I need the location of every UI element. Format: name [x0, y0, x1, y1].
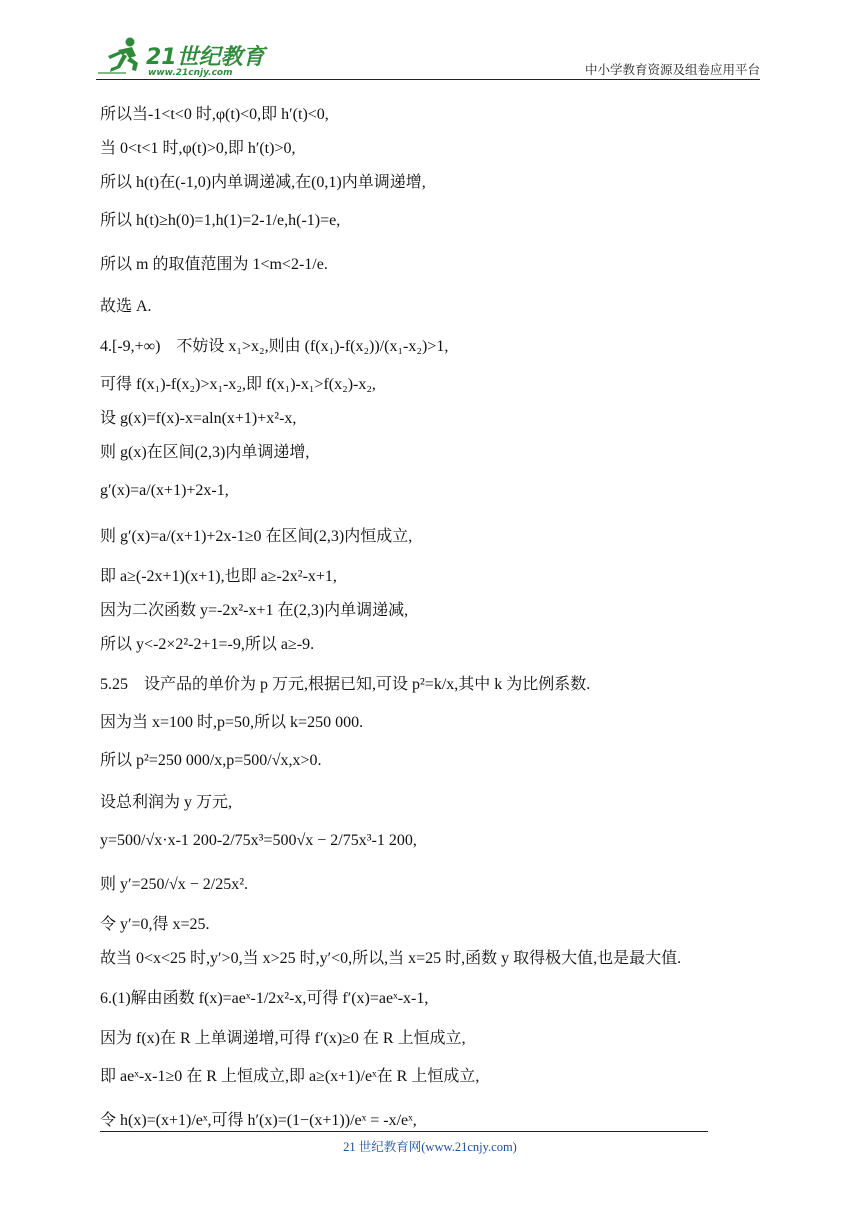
footer-divider	[100, 1131, 708, 1132]
text-line: 设总利润为 y 万元,	[100, 794, 233, 811]
text-line: 则 g′(x)=a/(x+1)+2x-1≥0 在区间(2,3)内恒成立,	[100, 528, 413, 545]
text-line: 则 g(x)在区间(2,3)内单调递增,	[100, 444, 310, 461]
text-line: 当 0<t<1 时,φ(t)>0,即 h′(t)>0,	[100, 140, 296, 157]
text-line: 因为 f(x)在 R 上单调递增,可得 f′(x)≥0 在 R 上恒成立,	[100, 1030, 466, 1047]
header-divider	[96, 79, 760, 80]
text-line: 所以当-1<t<0 时,φ(t)<0,即 h′(t)<0,	[100, 106, 329, 123]
text-line: 5.25 设产品的单价为 p 万元,根据已知,可设 p²=k/x,其中 k 为比例系数.	[100, 676, 591, 693]
text-line: 因为当 x=100 时,p=50,所以 k=250 000.	[100, 714, 364, 731]
text-line: 4.[-9,+∞) 不妨设 x₁>x₂,则由 (f(x₁)-f(x₂))/(x₁-x₂)>1,	[100, 338, 449, 355]
logo-url: www.21cnjy.com	[148, 68, 233, 78]
text-line: 设 g(x)=f(x)-x=aln(x+1)+x²-x,	[100, 410, 297, 427]
text-line: 则 y′=250/√x − 2/25x².	[100, 876, 249, 893]
text-line: y=500/√x·x-1 200-2/75x³=500√x − 2/75x³-1 200,	[100, 832, 417, 849]
text-line: 所以 p²=250 000/x,p=500/√x,x>0.	[100, 752, 322, 769]
page-header	[96, 36, 760, 78]
text-line: 即 a≥(-2x+1)(x+1),也即 a≥-2x²-x+1,	[100, 568, 337, 585]
text-line: 6.(1)解由函数 f(x)=aeˣ-1/2x²-x,可得 f′(x)=aeˣ-x-1,	[100, 990, 429, 1007]
site-tagline: 中小学教育资源及组卷应用平台	[584, 62, 760, 77]
footer-source: 21 世纪教育网(www.21cnjy.com)	[343, 1140, 517, 1154]
text-line: 故选 A.	[100, 298, 152, 315]
text-line: 因为二次函数 y=-2x²-x+1 在(2,3)内单调递减,	[100, 602, 409, 619]
text-line: 所以 y<-2×2²-2+1=-9,所以 a≥-9.	[100, 636, 315, 653]
text-line: 所以 h(t)≥h(0)=1,h(1)=2-1/e,h(-1)=e,	[100, 212, 341, 229]
text-line: 令 h(x)=(x+1)/eˣ,可得 h′(x)=(1−(x+1))/eˣ = -x/eˣ,	[100, 1112, 417, 1129]
text-line: 令 y′=0,得 x=25.	[100, 916, 210, 933]
text-line: 所以 h(t)在(-1,0)内单调递减,在(0,1)内单调递增,	[100, 174, 426, 191]
text-line: g′(x)=a/(x+1)+2x-1,	[100, 482, 229, 499]
text-line: 所以 m 的取值范围为 1<m<2-1/e.	[100, 256, 328, 273]
text-line: 即 aeˣ-x-1≥0 在 R 上恒成立,即 a≥(x+1)/eˣ在 R 上恒成立,	[100, 1068, 480, 1085]
logo-text: 21世纪教育	[146, 45, 265, 70]
text-line: 故当 0<x<25 时,y′>0,当 x>25 时,y′<0,所以,当 x=25 时,函数 y 取得极大值,也是最大值.	[100, 950, 682, 967]
site-logo	[96, 36, 286, 78]
text-line: 可得 f(x₁)-f(x₂)>x₁-x₂,即 f(x₁)-x₁>f(x₂)-x₂,	[100, 376, 376, 393]
